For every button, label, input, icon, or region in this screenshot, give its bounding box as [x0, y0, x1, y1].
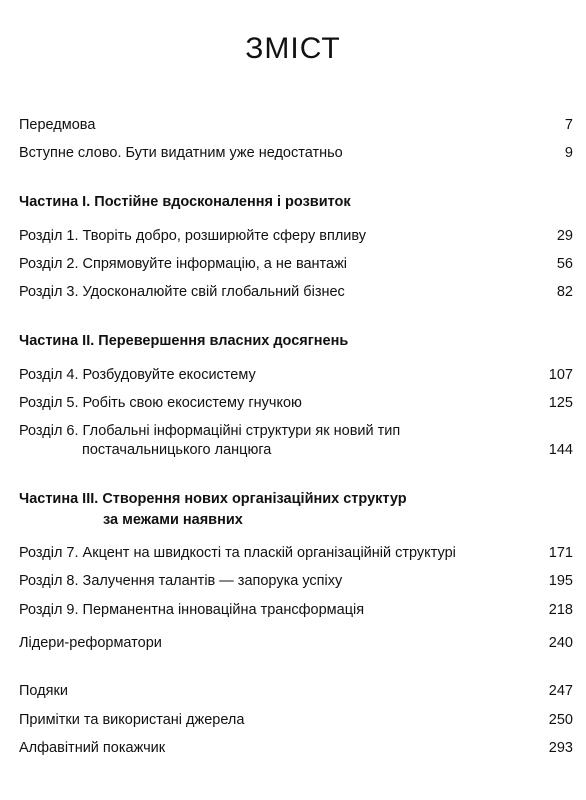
toc-entry-label: Передмова	[19, 117, 96, 133]
toc-entry-page: 9	[564, 145, 573, 161]
toc-entry-label-continued: постачальницького ланцюга	[82, 442, 272, 458]
toc-entry-label: Розділ 3. Удосконалюйте свій глобальний бізнес	[19, 284, 345, 300]
toc-entry-chapter-6[interactable]	[19, 422, 573, 460]
toc-entry-page: 195	[548, 573, 573, 589]
toc-entry-notes[interactable]	[19, 711, 573, 730]
toc-entry-page: 82	[556, 284, 573, 300]
toc-entry-chapter-5[interactable]	[19, 394, 573, 413]
toc-part-2-title: Частина ІІ. Перевершення власних досягнень	[19, 333, 349, 349]
toc-entry-label: Розділ 9. Перманентна інноваційна трансформація	[19, 602, 365, 618]
toc-entry-label: Алфавітний покажчик	[19, 740, 166, 756]
toc-entry-page: 240	[548, 635, 573, 651]
toc-entry-page: 56	[556, 256, 573, 272]
toc-entry-chapter-7[interactable]	[19, 544, 573, 563]
toc-entry-label: Розділ 6. Глобальні інформаційні структури як новий тип	[19, 423, 401, 439]
toc-entry-label: Розділ 2. Спрямовуйте інформацію, а не вантажі	[19, 256, 348, 272]
toc-entry-chapter-9[interactable]	[19, 601, 573, 620]
toc-entry-index[interactable]	[19, 739, 573, 758]
toc-entry-preface[interactable]	[19, 116, 573, 135]
toc-part-1-title: Частина І. Постійне вдосконалення і розвиток	[19, 194, 351, 210]
toc-entry-label: Вступне слово. Бути видатним уже недостатньо	[19, 145, 343, 161]
toc-entry-acknowledgements[interactable]	[19, 682, 573, 701]
toc-part-3-title-line2: за межами наявних	[103, 512, 243, 528]
toc-entry-label: Розділ 8. Залучення талантів — запорука успіху	[19, 573, 343, 589]
toc-entry-label: Подяки	[19, 683, 68, 699]
toc-entry-page: 171	[548, 545, 573, 561]
toc-entry-page: 107	[548, 367, 573, 383]
toc-entry-label: Розділ 5. Робіть свою екосистему гнучкою	[19, 395, 302, 411]
toc-entry-label: Примітки та використані джерела	[19, 712, 245, 728]
toc-entry-page: 125	[548, 395, 573, 411]
toc-entry-page: 247	[548, 683, 573, 699]
toc-entry-page: 250	[548, 712, 573, 728]
toc-part-3-title	[19, 489, 573, 531]
toc-entry-label: Розділ 1. Творіть добро, розширюйте сферу впливу	[19, 228, 367, 244]
toc-entry-page: 29	[556, 228, 573, 244]
toc-entry-reformer-leaders[interactable]	[19, 634, 573, 653]
toc-part-3-title-line1: Частина ІІІ. Створення нових організаційних структур	[19, 491, 407, 507]
toc-entry-page: 293	[548, 740, 573, 756]
toc-entry-page: 144	[548, 442, 573, 458]
toc-entry-chapter-3[interactable]	[19, 283, 573, 302]
toc-entry-page: 7	[564, 117, 573, 133]
toc-entry-intro[interactable]	[19, 144, 573, 163]
toc-entry-label: Лідери-реформатори	[19, 635, 162, 651]
toc-entry-chapter-4[interactable]	[19, 366, 573, 385]
toc-entry-label: Розділ 4. Розбудовуйте екосистему	[19, 367, 256, 383]
page-title: ЗМІСТ	[245, 32, 341, 65]
toc-entry-chapter-1[interactable]	[19, 227, 573, 246]
toc-entry-label: Розділ 7. Акцент на швидкості та пласкій організаційній структурі	[19, 545, 456, 561]
toc-entry-chapter-2[interactable]	[19, 255, 573, 274]
toc-entry-page: 218	[548, 602, 573, 618]
toc-entry-chapter-8[interactable]	[19, 572, 573, 591]
